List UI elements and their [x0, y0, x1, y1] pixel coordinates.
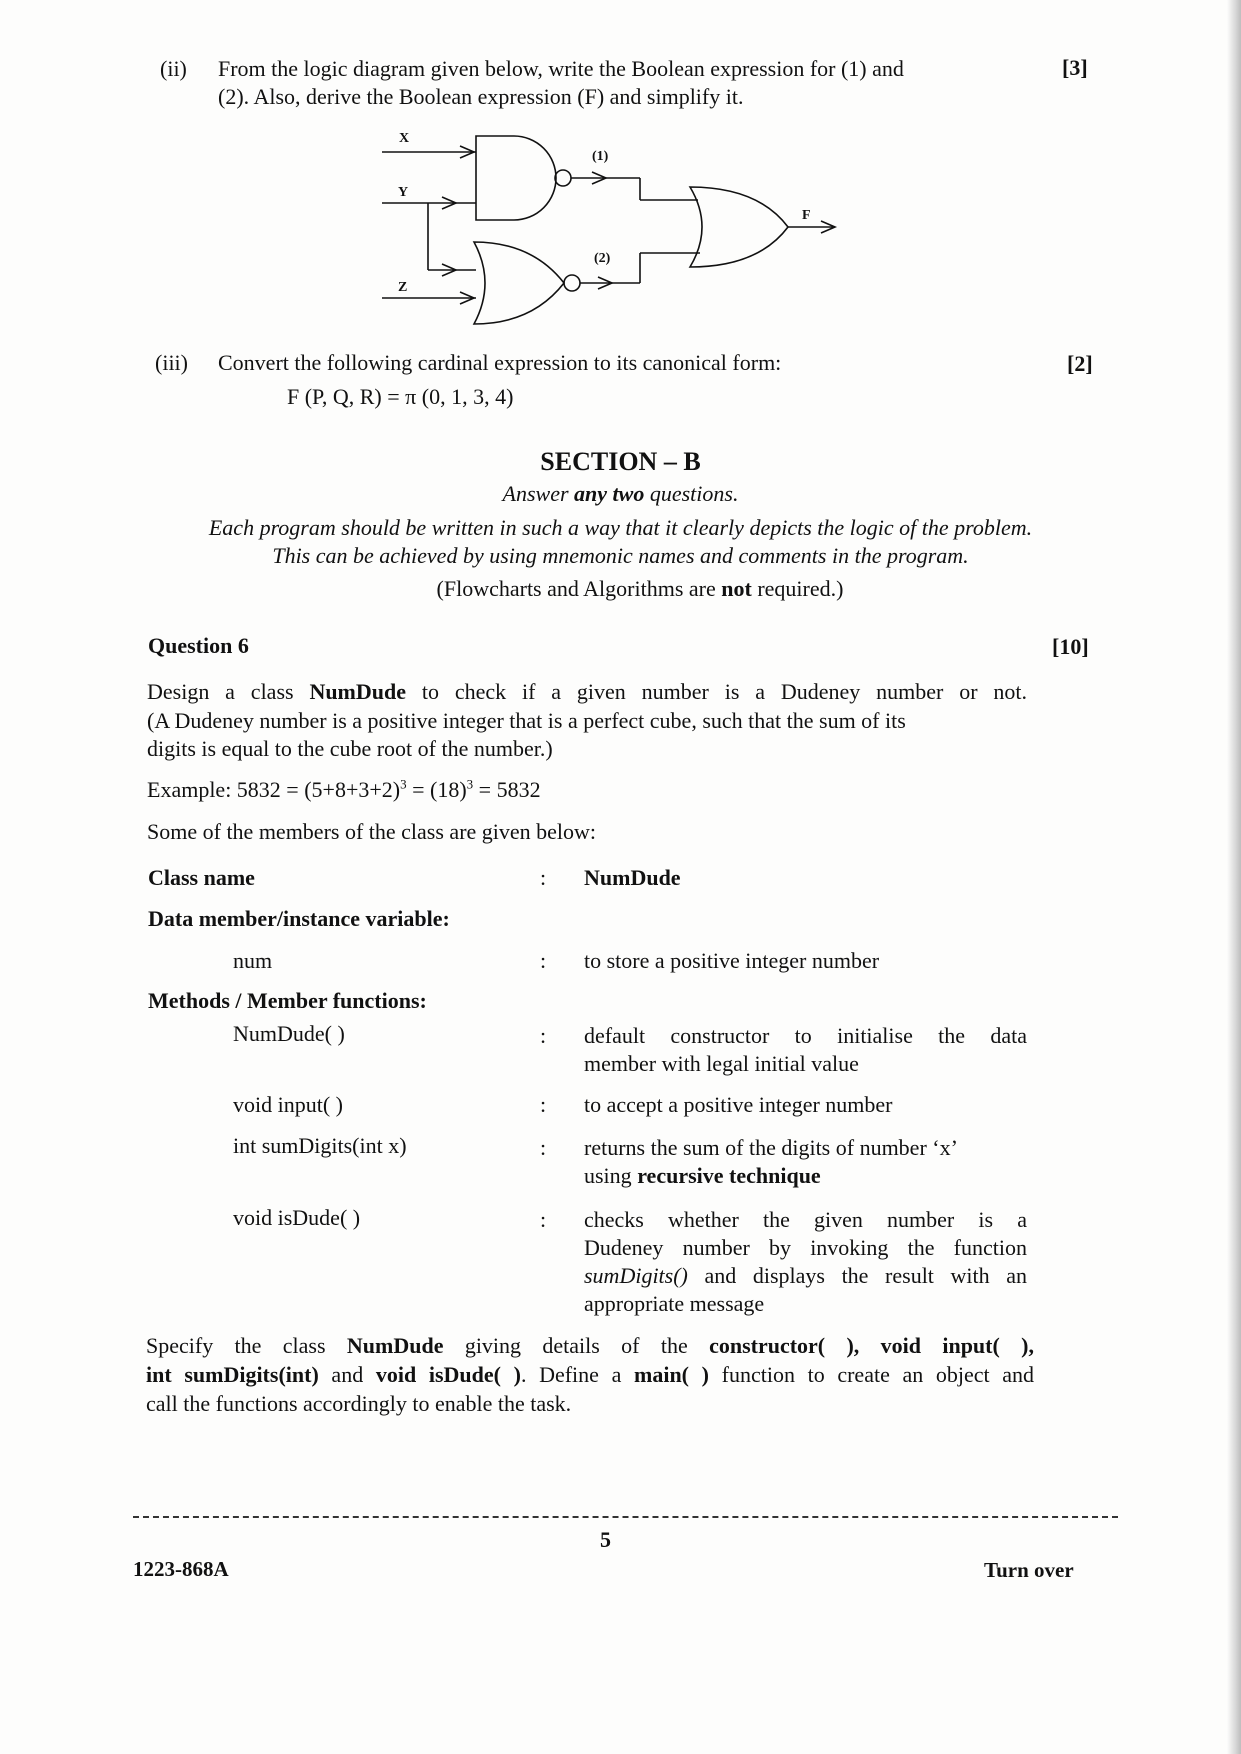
spec-line-3: call the functions accordingly to enable the task. [146, 1391, 572, 1416]
colon: : [540, 1023, 547, 1048]
method-4-desc-1: checks whether the given number is a [584, 1207, 1027, 1232]
num-desc: to store a positive integer number [584, 948, 880, 973]
q6-members-intro: Some of the members of the class are given below: [147, 819, 597, 844]
logic-diagram [370, 120, 850, 330]
class-name-label: Class name [148, 865, 255, 890]
q6-desc-line3: digits is equal to the cube root of the number.) [147, 736, 553, 761]
method-4-desc-3: sumDigits() and displays the result with an [584, 1263, 1027, 1288]
q-iii-number: (iii) [155, 350, 188, 375]
colon: : [540, 1092, 547, 1117]
section-b-note: (Flowcharts and Algorithms are not required.) [436, 576, 844, 601]
method-3-desc-2: using recursive technique [584, 1163, 821, 1188]
turn-over: Turn over [984, 1558, 1074, 1582]
section-b-title: SECTION – B [540, 447, 701, 476]
q6-example: Example: $5832 = (5+8+3+2)^3 = (18)^3 = 5832$ [147, 776, 541, 802]
paper-code: 1223-868A [133, 1557, 229, 1581]
method-4-desc-2: Dudeney number by invoking the function [584, 1235, 1027, 1260]
colon: : [540, 948, 547, 973]
nand-1-bubble [555, 170, 571, 186]
label-1: (1) [592, 149, 609, 164]
section-b-instruction: Answer any two questions. [502, 481, 739, 506]
section-b-line2: Each program should be written in such a way that it clearly depicts the logic of the problem. [208, 515, 1033, 540]
method-3-desc-1: returns the sum of the digits of number ‘x’ [584, 1135, 958, 1160]
q-ii-line2: (2). Also, derive the Boolean expression (F) and simplify it. [218, 84, 744, 109]
method-1-name: NumDude( ) [233, 1021, 345, 1046]
q6-desc-line2: (A Dudeney number is a positive integer that is a perfect cube, such that the sum of its [147, 708, 906, 733]
question-6-marks: [10] [1052, 634, 1089, 659]
question-6-title: Question 6 [148, 633, 249, 658]
nor-gate-2 [474, 242, 564, 324]
label-y: Y [398, 185, 409, 200]
colon: : [540, 1135, 547, 1160]
label-x: X [399, 131, 410, 146]
page-number: 5 [600, 1527, 611, 1552]
colon: : [540, 1207, 547, 1232]
scan-edge-shadow [1227, 0, 1241, 1754]
nand-gate-1 [476, 136, 556, 220]
method-4-desc-4: appropriate message [584, 1291, 765, 1316]
q-iii-marks: [2] [1067, 351, 1093, 376]
method-1-desc-2: member with legal initial value [584, 1051, 859, 1076]
method-3-name: int sumDigits(int x) [233, 1133, 407, 1158]
spec-line-2: int sumDigits(int) and void isDude( ). Define a main( ) function to create an object and [146, 1362, 1035, 1387]
method-4-name: void isDude( ) [233, 1205, 361, 1230]
q6-design-line: Design a class NumDude to check if a given number is a Dudeney number or not. [147, 679, 1028, 704]
q-iii-text: Convert the following cardinal expression to its canonical form: [218, 350, 782, 375]
colon: : [540, 865, 547, 890]
nor-2-bubble [564, 275, 580, 291]
method-2-desc: to accept a positive integer number [584, 1092, 893, 1117]
q-ii-line1: From the logic diagram given below, write the Boolean expression for (1) and [218, 56, 904, 81]
label-f: F [802, 208, 811, 223]
methods-label: Methods / Member functions: [148, 988, 427, 1013]
method-2-name: void input( ) [233, 1092, 343, 1117]
q-ii-marks: [3] [1062, 55, 1088, 80]
footer-divider [133, 1516, 1118, 1518]
num-name: num [233, 948, 273, 973]
class-name-value: NumDude [584, 865, 681, 890]
q-iii-expression: F (P, Q, R) = π (0, 1, 3, 4) [287, 384, 514, 409]
or-gate [690, 187, 788, 267]
label-2: (2) [594, 251, 611, 266]
q-ii-number: (ii) [160, 56, 187, 81]
data-member-label: Data member/instance variable: [148, 906, 450, 931]
spec-line-1: Specify the class NumDude giving details of the constructor( ), void input( ), [146, 1333, 1034, 1358]
label-z: Z [398, 280, 408, 295]
method-1-desc-1: default constructor to initialise the data [584, 1023, 1027, 1048]
section-b-line3: This can be achieved by using mnemonic names and comments in the program. [272, 543, 969, 568]
